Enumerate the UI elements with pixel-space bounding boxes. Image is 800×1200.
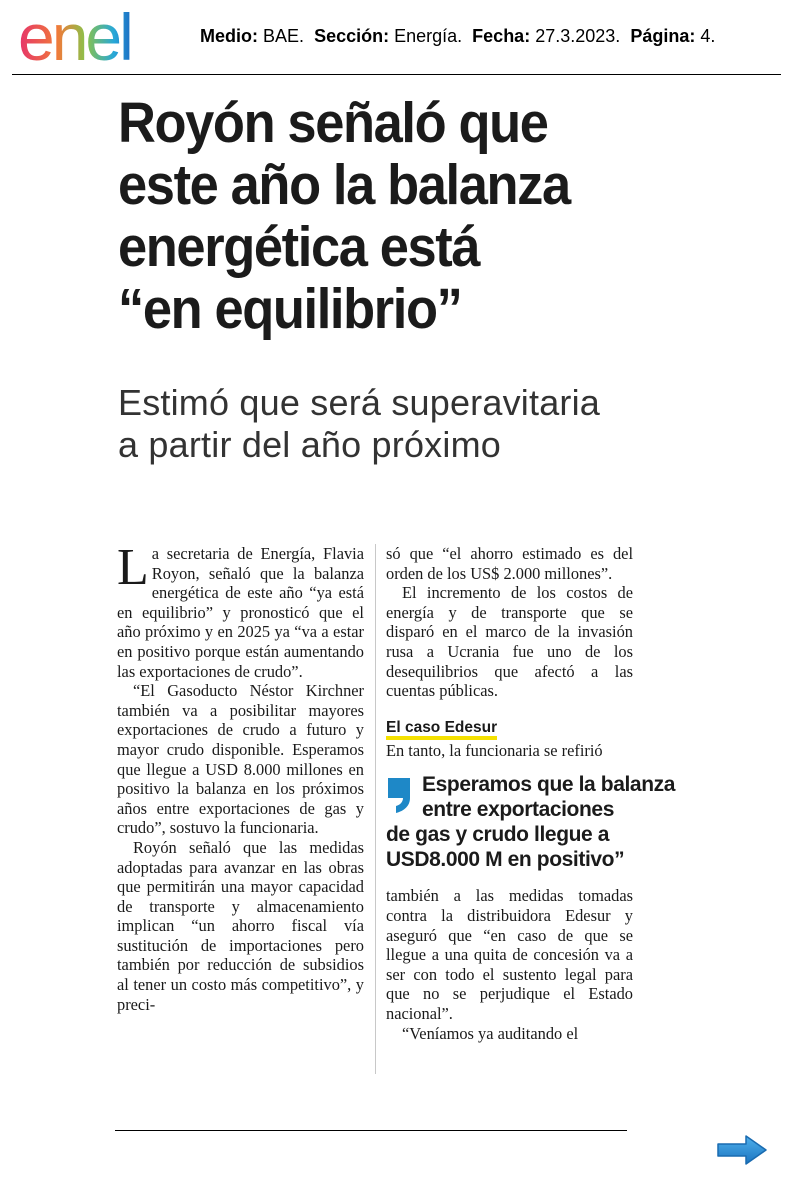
- pull-quote-line: USD8.000 M en positivo”: [386, 848, 625, 872]
- medio-value: BAE.: [263, 26, 305, 46]
- pull-quote-line: Esperamos que la balanza: [422, 773, 676, 797]
- pull-quote-line: de gas y crudo llegue a: [386, 823, 610, 847]
- paragraph: só que “el ahorro estimado es del orden de los US$ 2.000 millones”.: [386, 544, 633, 583]
- pagina-value: 4.: [700, 26, 716, 46]
- subhead-line: a partir del año próximo: [118, 424, 501, 465]
- footer-divider: [115, 1130, 627, 1131]
- paragraph: “Veníamos ya auditando el: [402, 1023, 579, 1043]
- paragraph: El incremento de los costos de energía y de transporte que se disparó en el marco de la invasión rusa a Ucrania fue uno de los desequilibrios que afectó a las cuentas públicas.: [386, 583, 633, 701]
- next-page-arrow-icon[interactable]: [716, 1134, 768, 1166]
- drop-cap: L: [117, 539, 149, 596]
- column-divider: [375, 544, 376, 1074]
- headline-line: energética está: [118, 215, 480, 279]
- article-subheadline: [118, 382, 678, 466]
- headline-line: “en equilibrio”: [118, 277, 462, 341]
- article-column-1: [117, 539, 364, 1014]
- publication-meta: [200, 26, 715, 47]
- paragraph: Royón señaló que las medidas adoptadas para avanzar en las obras que permitirán una mayor capacidad de transporte y almacenamiento implican “un ahorro fiscal vía sustitución de importaciones pero también por reducción de subsidios al tener un costo más competitivo”, y preci-: [117, 837, 364, 1014]
- seccion-label: Sección:: [314, 26, 390, 46]
- fecha-label: Fecha:: [472, 26, 531, 46]
- fecha-value: 27.3.2023.: [535, 26, 621, 46]
- subhead-line: Estimó que será superavitaria: [118, 382, 601, 423]
- header-divider: [12, 74, 781, 75]
- pull-quote-line: entre exportaciones: [422, 798, 614, 822]
- paragraph: “El Gasoducto Néstor Kirchner también va a posibilitar mayores exportaciones de crudo a futuro y mayor crudo disponible. Esperamos que llegue a USD 8.000 millones en positivo la balanza en los próximos años entre exportaciones de gas y crudo”, sostuvo la funcionaria.: [117, 681, 364, 838]
- headline-line: este año la balanza: [118, 153, 570, 217]
- pagina-label: Página:: [630, 26, 696, 46]
- quote-mark-icon: [386, 776, 412, 814]
- enel-logo: [16, 6, 182, 68]
- pull-quote: [386, 772, 676, 872]
- section-title: El caso Edesur: [386, 719, 497, 740]
- medio-label: Medio:: [200, 26, 258, 46]
- paragraph: En tanto, la funcionaria se refirió: [386, 740, 603, 760]
- logo-text: enel: [18, 6, 131, 68]
- article-column-2: [386, 544, 676, 1043]
- paragraph: La secretaria de Energía, Flavia Royon, señaló que la balanza energética de este año “ya está en equilibrio” y pronosticó que el año próximo y en 2025 ya “va a estar en positivo porque están aumentando las exportaciones de crudo”.: [117, 539, 364, 681]
- article-headline: [118, 92, 633, 340]
- headline-line: Royón señaló que: [118, 91, 548, 155]
- seccion-value: Energía.: [394, 26, 463, 46]
- paragraph: también a las medidas tomadas contra la distribuidora Edesur y aseguró que “en caso de que se llegue a una quita de concesión va a ser con todo el sustento legal para que no se perjudique el Estado nacional”.: [386, 886, 633, 1023]
